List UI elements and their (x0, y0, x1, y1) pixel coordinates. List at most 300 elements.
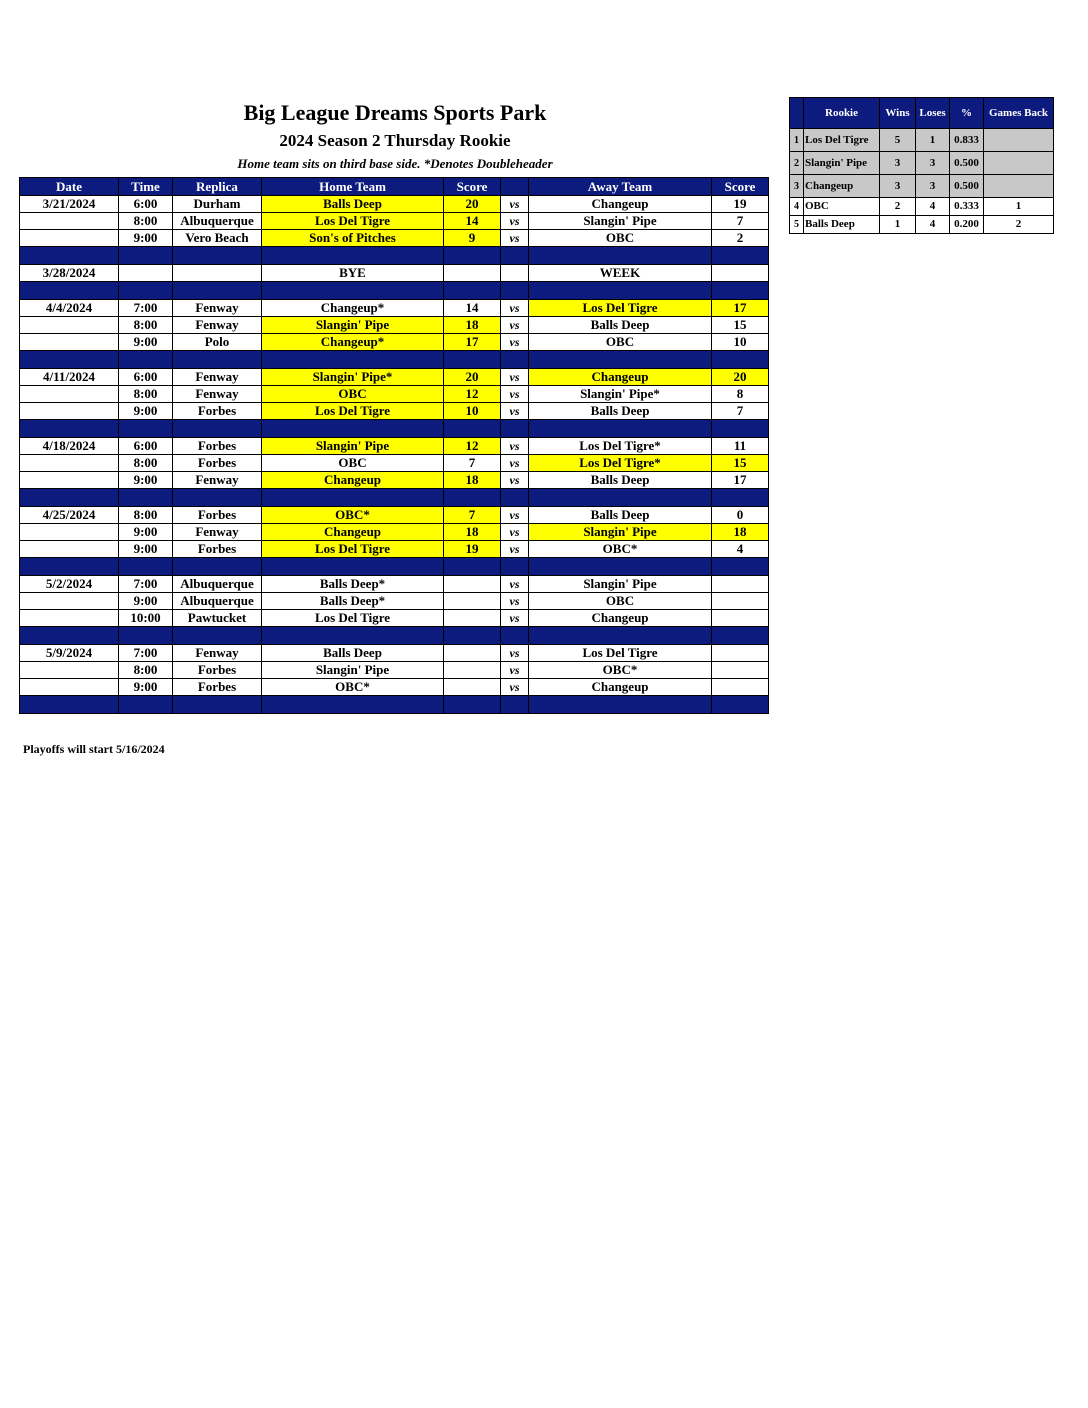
col-games-back: Games Back (984, 98, 1054, 129)
home-team: Balls Deep* (262, 593, 444, 610)
home-team: OBC (262, 455, 444, 472)
game-date: 3/21/2024 (20, 196, 119, 213)
separator-cell (119, 489, 173, 507)
game-date (20, 334, 119, 351)
standing-games-back: 2 (984, 216, 1054, 234)
week-separator (20, 247, 769, 265)
separator-cell (444, 627, 501, 645)
vs-label: vs (501, 679, 529, 696)
away-team: Slangin' Pipe (529, 524, 712, 541)
vs-label: vs (501, 317, 529, 334)
separator-cell (712, 558, 769, 576)
home-score (444, 645, 501, 662)
separator-cell (501, 247, 529, 265)
game-field: Fenway (173, 369, 262, 386)
vs-label: vs (501, 386, 529, 403)
game-date (20, 610, 119, 627)
separator-cell (20, 627, 119, 645)
away-score (712, 645, 769, 662)
separator-cell (501, 351, 529, 369)
game-field: Albuquerque (173, 593, 262, 610)
home-score (444, 679, 501, 696)
separator-cell (262, 351, 444, 369)
week-separator (20, 696, 769, 714)
home-score: 12 (444, 438, 501, 455)
game-time: 9:00 (119, 679, 173, 696)
game-time: 9:00 (119, 403, 173, 420)
page-subtitle: 2024 Season 2 Thursday Rookie (279, 131, 511, 150)
separator-cell (119, 351, 173, 369)
standing-rank: 4 (790, 198, 804, 216)
home-team: Balls Deep (262, 645, 444, 662)
separator-cell (529, 558, 712, 576)
separator-cell (529, 282, 712, 300)
away-team: Slangin' Pipe (529, 576, 712, 593)
away-score (712, 576, 769, 593)
separator-cell (173, 627, 262, 645)
vs-label: vs (501, 213, 529, 230)
away-team: Los Del Tigre* (529, 438, 712, 455)
home-score (444, 610, 501, 627)
home-score (444, 593, 501, 610)
standing-pct: 0.833 (950, 129, 984, 152)
away-score: 15 (712, 317, 769, 334)
separator-cell (173, 489, 262, 507)
game-time: 8:00 (119, 213, 173, 230)
game-field: Vero Beach (173, 230, 262, 247)
separator-cell (501, 558, 529, 576)
away-score: 10 (712, 334, 769, 351)
separator-cell (173, 247, 262, 265)
away-team: Balls Deep (529, 317, 712, 334)
game-field: Forbes (173, 679, 262, 696)
separator-cell (444, 420, 501, 438)
standings-row (790, 129, 1054, 152)
game-date (20, 662, 119, 679)
separator-cell (444, 489, 501, 507)
game-field: Fenway (173, 524, 262, 541)
table-row (20, 593, 769, 610)
game-time: 8:00 (119, 386, 173, 403)
vs-label: vs (501, 369, 529, 386)
home-score (444, 576, 501, 593)
table-row (20, 265, 769, 282)
separator-cell (529, 351, 712, 369)
separator-cell (444, 247, 501, 265)
home-score (444, 662, 501, 679)
standings-header-row (790, 98, 1054, 129)
game-time: 7:00 (119, 576, 173, 593)
home-team: Slangin' Pipe* (262, 369, 444, 386)
separator-cell (119, 420, 173, 438)
separator-cell (262, 696, 444, 714)
table-row (20, 576, 769, 593)
game-date (20, 541, 119, 558)
game-date: 3/28/2024 (20, 265, 119, 282)
home-score (444, 265, 501, 282)
game-field: Forbes (173, 455, 262, 472)
col-wins: Wins (880, 98, 916, 129)
away-score (712, 679, 769, 696)
standing-pct: 0.500 (950, 175, 984, 198)
home-team: Changeup* (262, 334, 444, 351)
separator-cell (501, 627, 529, 645)
separator-cell (501, 282, 529, 300)
separator-cell (712, 696, 769, 714)
game-date: 4/4/2024 (20, 300, 119, 317)
standing-team: Los Del Tigre (804, 129, 880, 152)
away-team: Slangin' Pipe (529, 213, 712, 230)
game-date (20, 403, 119, 420)
away-team: OBC* (529, 541, 712, 558)
game-field: Fenway (173, 472, 262, 489)
game-time: 9:00 (119, 230, 173, 247)
col-home-score: Score (444, 178, 501, 196)
separator-cell (173, 420, 262, 438)
vs-label: vs (501, 610, 529, 627)
game-time: 8:00 (119, 317, 173, 334)
separator-cell (173, 696, 262, 714)
standing-loses: 3 (916, 152, 950, 175)
schedule-note: Home team sits on third base side. *Denotes Doubleheader (237, 156, 553, 171)
away-score (712, 662, 769, 679)
game-field: Fenway (173, 386, 262, 403)
game-time: 6:00 (119, 196, 173, 213)
col-date: Date (20, 178, 119, 196)
away-score (712, 593, 769, 610)
col-loses: Loses (916, 98, 950, 129)
table-row (20, 317, 769, 334)
away-score: 7 (712, 403, 769, 420)
home-team: OBC* (262, 679, 444, 696)
home-score: 12 (444, 386, 501, 403)
standing-wins: 2 (880, 198, 916, 216)
separator-cell (262, 558, 444, 576)
schedule-header-row (20, 178, 769, 196)
separator-cell (20, 247, 119, 265)
home-score: 19 (444, 541, 501, 558)
home-team: Changeup (262, 524, 444, 541)
vs-label: vs (501, 334, 529, 351)
away-team: Los Del Tigre* (529, 455, 712, 472)
standing-loses: 4 (916, 198, 950, 216)
standing-pct: 0.333 (950, 198, 984, 216)
away-score: 19 (712, 196, 769, 213)
away-score: 0 (712, 507, 769, 524)
table-row (20, 662, 769, 679)
game-time: 7:00 (119, 300, 173, 317)
standings-row (790, 152, 1054, 175)
game-date (20, 317, 119, 334)
game-date (20, 455, 119, 472)
week-separator (20, 282, 769, 300)
home-team: Changeup* (262, 300, 444, 317)
vs-label: vs (501, 507, 529, 524)
away-score: 17 (712, 300, 769, 317)
separator-cell (444, 351, 501, 369)
game-time: 7:00 (119, 645, 173, 662)
game-date (20, 472, 119, 489)
game-field: Forbes (173, 507, 262, 524)
home-score: 17 (444, 334, 501, 351)
home-score: 18 (444, 524, 501, 541)
separator-cell (712, 420, 769, 438)
game-date: 4/25/2024 (20, 507, 119, 524)
game-date (20, 593, 119, 610)
separator-cell (444, 696, 501, 714)
away-team: Slangin' Pipe* (529, 386, 712, 403)
table-row (20, 472, 769, 489)
vs-label: vs (501, 403, 529, 420)
standing-wins: 3 (880, 152, 916, 175)
away-team: OBC (529, 334, 712, 351)
separator-cell (20, 351, 119, 369)
vs-label: vs (501, 524, 529, 541)
game-field: Forbes (173, 438, 262, 455)
table-row (20, 213, 769, 230)
separator-cell (119, 627, 173, 645)
vs-label: vs (501, 662, 529, 679)
separator-cell (262, 489, 444, 507)
separator-cell (712, 282, 769, 300)
away-score: 7 (712, 213, 769, 230)
standing-team: Slangin' Pipe (804, 152, 880, 175)
col-home-team: Home Team (262, 178, 444, 196)
table-row (20, 196, 769, 213)
table-row (20, 645, 769, 662)
standing-rank: 5 (790, 216, 804, 234)
table-row (20, 386, 769, 403)
away-team: WEEK (529, 265, 712, 282)
separator-cell (712, 489, 769, 507)
separator-cell (529, 627, 712, 645)
vs-label: vs (501, 455, 529, 472)
vs-label: vs (501, 645, 529, 662)
home-team: Balls Deep (262, 196, 444, 213)
week-separator (20, 558, 769, 576)
separator-cell (712, 627, 769, 645)
separator-cell (262, 420, 444, 438)
away-team: OBC (529, 230, 712, 247)
game-field: Pawtucket (173, 610, 262, 627)
vs-label: vs (501, 576, 529, 593)
standing-team: Changeup (804, 175, 880, 198)
away-team: Balls Deep (529, 403, 712, 420)
home-score: 7 (444, 507, 501, 524)
away-score: 20 (712, 369, 769, 386)
game-time: 9:00 (119, 524, 173, 541)
table-row (20, 541, 769, 558)
table-row (20, 300, 769, 317)
home-team: OBC (262, 386, 444, 403)
home-score: 20 (444, 196, 501, 213)
game-time: 10:00 (119, 610, 173, 627)
away-score: 18 (712, 524, 769, 541)
separator-cell (119, 696, 173, 714)
col-time: Time (119, 178, 173, 196)
separator-cell (20, 420, 119, 438)
separator-cell (20, 489, 119, 507)
col-replica: Replica (173, 178, 262, 196)
game-time (119, 265, 173, 282)
standing-loses: 1 (916, 129, 950, 152)
standing-loses: 4 (916, 216, 950, 234)
home-score: 18 (444, 317, 501, 334)
game-time: 9:00 (119, 334, 173, 351)
home-team: Slangin' Pipe (262, 438, 444, 455)
table-row (20, 438, 769, 455)
standing-games-back (984, 152, 1054, 175)
home-team: Los Del Tigre (262, 541, 444, 558)
separator-cell (262, 282, 444, 300)
game-date (20, 679, 119, 696)
away-score: 2 (712, 230, 769, 247)
standing-pct: 0.200 (950, 216, 984, 234)
away-team: Changeup (529, 610, 712, 627)
game-date: 5/9/2024 (20, 645, 119, 662)
home-score: 9 (444, 230, 501, 247)
away-team: Los Del Tigre (529, 645, 712, 662)
game-date (20, 213, 119, 230)
separator-cell (20, 282, 119, 300)
col-vs (501, 178, 529, 196)
separator-cell (529, 420, 712, 438)
home-score: 20 (444, 369, 501, 386)
separator-cell (262, 627, 444, 645)
vs-label: vs (501, 472, 529, 489)
playoffs-note: Playoffs will start 5/16/2024 (23, 742, 165, 756)
col-rookie: Rookie (804, 98, 880, 129)
away-score: 17 (712, 472, 769, 489)
home-score: 14 (444, 213, 501, 230)
separator-cell (20, 558, 119, 576)
standing-rank: 1 (790, 129, 804, 152)
table-row (20, 403, 769, 420)
home-team: BYE (262, 265, 444, 282)
table-row (20, 610, 769, 627)
away-team: Balls Deep (529, 472, 712, 489)
game-field: Fenway (173, 645, 262, 662)
home-team: Changeup (262, 472, 444, 489)
home-team: OBC* (262, 507, 444, 524)
game-time: 9:00 (119, 593, 173, 610)
vs-label: vs (501, 438, 529, 455)
table-row (20, 369, 769, 386)
away-team: OBC* (529, 662, 712, 679)
table-row (20, 507, 769, 524)
game-field: Polo (173, 334, 262, 351)
game-time: 9:00 (119, 472, 173, 489)
away-score (712, 610, 769, 627)
separator-cell (262, 247, 444, 265)
vs-label: vs (501, 230, 529, 247)
game-field: Fenway (173, 317, 262, 334)
home-team: Son's of Pitches (262, 230, 444, 247)
separator-cell (444, 282, 501, 300)
standing-wins: 1 (880, 216, 916, 234)
standing-rank: 2 (790, 152, 804, 175)
separator-cell (501, 696, 529, 714)
home-team: Slangin' Pipe (262, 317, 444, 334)
home-score: 18 (444, 472, 501, 489)
away-team: OBC (529, 593, 712, 610)
away-score (712, 265, 769, 282)
home-team: Slangin' Pipe (262, 662, 444, 679)
separator-cell (173, 558, 262, 576)
separator-cell (529, 489, 712, 507)
separator-cell (173, 351, 262, 369)
away-team: Changeup (529, 369, 712, 386)
away-team: Changeup (529, 679, 712, 696)
game-time: 6:00 (119, 438, 173, 455)
vs-label: vs (501, 541, 529, 558)
home-team: Balls Deep* (262, 576, 444, 593)
game-field: Durham (173, 196, 262, 213)
game-field: Albuquerque (173, 213, 262, 230)
standing-loses: 3 (916, 175, 950, 198)
standings-row (790, 216, 1054, 234)
vs-label: vs (501, 300, 529, 317)
separator-cell (501, 420, 529, 438)
separator-cell (529, 247, 712, 265)
table-row (20, 524, 769, 541)
game-date: 4/11/2024 (20, 369, 119, 386)
standing-games-back (984, 175, 1054, 198)
col-pct: % (950, 98, 984, 129)
standing-team: OBC (804, 198, 880, 216)
game-field: Fenway (173, 300, 262, 317)
separator-cell (529, 696, 712, 714)
game-time: 8:00 (119, 455, 173, 472)
home-team: Los Del Tigre (262, 403, 444, 420)
game-time: 9:00 (119, 541, 173, 558)
col-away-score: Score (712, 178, 769, 196)
standings-row (790, 175, 1054, 198)
away-team: Balls Deep (529, 507, 712, 524)
separator-cell (119, 558, 173, 576)
game-time: 6:00 (119, 369, 173, 386)
week-separator (20, 351, 769, 369)
standing-team: Balls Deep (804, 216, 880, 234)
standing-games-back: 1 (984, 198, 1054, 216)
week-separator (20, 627, 769, 645)
vs-label: vs (501, 196, 529, 213)
standing-wins: 5 (880, 129, 916, 152)
game-field: Forbes (173, 403, 262, 420)
away-team: Los Del Tigre (529, 300, 712, 317)
table-row (20, 455, 769, 472)
standings-table (789, 97, 1054, 234)
game-date (20, 524, 119, 541)
separator-cell (119, 247, 173, 265)
game-field: Forbes (173, 662, 262, 679)
table-row (20, 679, 769, 696)
week-separator (20, 489, 769, 507)
game-field (173, 265, 262, 282)
away-score: 8 (712, 386, 769, 403)
game-date (20, 230, 119, 247)
away-score: 11 (712, 438, 769, 455)
col-rank (790, 98, 804, 129)
home-team: Los Del Tigre (262, 213, 444, 230)
separator-cell (712, 351, 769, 369)
away-team: Changeup (529, 196, 712, 213)
home-team: Los Del Tigre (262, 610, 444, 627)
standing-pct: 0.500 (950, 152, 984, 175)
separator-cell (444, 558, 501, 576)
standing-rank: 3 (790, 175, 804, 198)
home-score: 10 (444, 403, 501, 420)
